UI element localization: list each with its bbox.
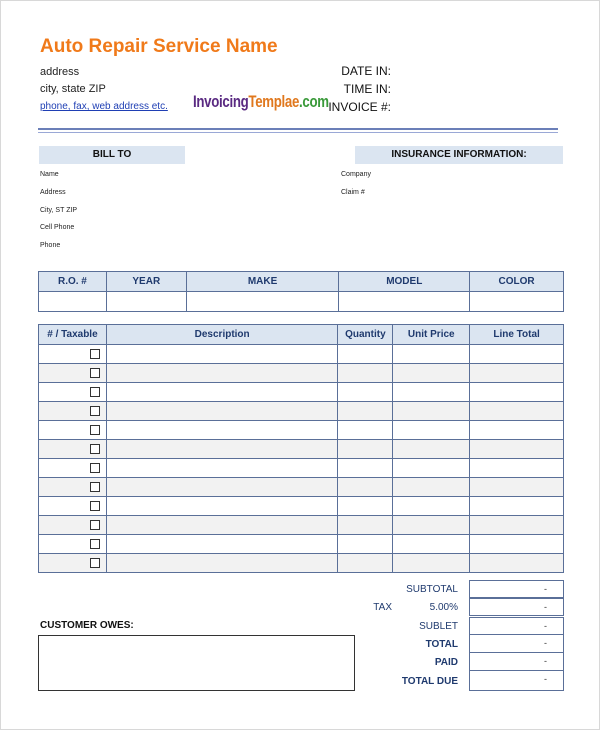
description-cell[interactable] <box>106 478 337 497</box>
line-total-cell[interactable] <box>470 478 564 497</box>
description-cell[interactable] <box>106 535 337 554</box>
table-row <box>39 516 564 535</box>
taxable-checkbox[interactable] <box>90 406 100 416</box>
model-cell[interactable] <box>339 292 470 312</box>
header-divider-secondary <box>38 132 558 133</box>
invoicing-template-logo <box>193 92 329 112</box>
taxable-checkbox[interactable] <box>90 558 100 568</box>
table-row <box>39 478 564 497</box>
line-total-cell[interactable] <box>470 383 564 402</box>
unit-price-cell[interactable] <box>393 459 470 478</box>
description-cell[interactable] <box>106 364 337 383</box>
quantity-cell[interactable] <box>338 345 393 364</box>
table-row <box>39 440 564 459</box>
sublet-label: SUBLET <box>419 621 458 632</box>
description-header: Description <box>106 325 337 345</box>
taxable-cell[interactable] <box>39 459 107 478</box>
unit-price-cell[interactable] <box>393 383 470 402</box>
total-label: TOTAL <box>425 639 458 650</box>
quantity-cell[interactable] <box>338 440 393 459</box>
sublet-value: - <box>469 617 564 635</box>
taxable-header: # / Taxable <box>39 325 107 345</box>
table-row <box>39 364 564 383</box>
unit-price-cell[interactable] <box>393 478 470 497</box>
taxable-checkbox[interactable] <box>90 482 100 492</box>
taxable-cell[interactable] <box>39 535 107 554</box>
insurance-company-label: Company <box>341 171 371 178</box>
bill-to-header: BILL TO <box>39 146 185 164</box>
taxable-cell[interactable] <box>39 345 107 364</box>
quantity-cell[interactable] <box>338 364 393 383</box>
logo-part-1: Invoicing <box>193 92 249 111</box>
taxable-checkbox[interactable] <box>90 444 100 454</box>
unit-price-cell[interactable] <box>393 535 470 554</box>
unit-price-cell[interactable] <box>393 497 470 516</box>
line-total-cell[interactable] <box>470 516 564 535</box>
line-total-cell[interactable] <box>470 554 564 573</box>
description-cell[interactable] <box>106 497 337 516</box>
description-cell[interactable] <box>106 554 337 573</box>
company-address: address <box>40 66 80 78</box>
bill-to-phone-label: Phone <box>40 242 61 249</box>
unit-price-cell[interactable] <box>393 516 470 535</box>
ro-number-cell[interactable] <box>39 292 107 312</box>
subtotal-label: SUBTOTAL <box>406 584 458 595</box>
customer-owes-title: CUSTOMER OWES: <box>40 620 134 631</box>
description-cell[interactable] <box>106 516 337 535</box>
taxable-checkbox[interactable] <box>90 539 100 549</box>
tax-rate[interactable]: 5.00% <box>429 602 458 613</box>
taxable-cell[interactable] <box>39 364 107 383</box>
unit-price-header: Unit Price <box>393 325 470 345</box>
line-total-cell[interactable] <box>470 345 564 364</box>
paid-value: - <box>469 653 564 671</box>
unit-price-cell[interactable] <box>393 402 470 421</box>
description-cell[interactable] <box>106 459 337 478</box>
line-total-cell[interactable] <box>470 402 564 421</box>
quantity-header: Quantity <box>338 325 393 345</box>
total-due-label: TOTAL DUE <box>401 676 458 687</box>
quantity-cell[interactable] <box>338 497 393 516</box>
make-header: MAKE <box>186 272 339 292</box>
make-cell[interactable] <box>186 292 339 312</box>
taxable-cell[interactable] <box>39 478 107 497</box>
date-in-label: DATE IN: <box>341 64 391 78</box>
taxable-cell[interactable] <box>39 554 107 573</box>
description-cell[interactable] <box>106 383 337 402</box>
company-contact-link[interactable]: phone, fax, web address etc. <box>40 101 168 112</box>
line-total-cell[interactable] <box>470 421 564 440</box>
unit-price-cell[interactable] <box>393 440 470 459</box>
bill-to-address-label: Address <box>40 189 66 196</box>
quantity-cell[interactable] <box>338 535 393 554</box>
color-header: COLOR <box>470 272 564 292</box>
taxable-checkbox[interactable] <box>90 425 100 435</box>
quantity-cell[interactable] <box>338 554 393 573</box>
table-row <box>39 554 564 573</box>
taxable-checkbox[interactable] <box>90 349 100 359</box>
quantity-cell[interactable] <box>338 516 393 535</box>
table-row <box>39 345 564 364</box>
tax-value: - <box>469 598 564 616</box>
taxable-checkbox[interactable] <box>90 387 100 397</box>
year-header: YEAR <box>106 272 186 292</box>
quantity-cell[interactable] <box>338 421 393 440</box>
model-header: MODEL <box>339 272 470 292</box>
line-items-table <box>38 324 564 573</box>
line-total-cell[interactable] <box>470 364 564 383</box>
taxable-cell[interactable] <box>39 440 107 459</box>
table-row <box>39 402 564 421</box>
bill-to-city-label: City, ST ZIP <box>40 207 78 214</box>
taxable-checkbox[interactable] <box>90 368 100 378</box>
table-row <box>39 535 564 554</box>
table-row <box>39 383 564 402</box>
quantity-cell[interactable] <box>338 383 393 402</box>
quantity-cell[interactable] <box>338 402 393 421</box>
line-total-cell[interactable] <box>470 440 564 459</box>
taxable-cell[interactable] <box>39 497 107 516</box>
taxable-cell[interactable] <box>39 421 107 440</box>
bill-to-cell-phone-label: Cell Phone <box>40 224 75 231</box>
unit-price-cell[interactable] <box>393 364 470 383</box>
line-total-cell[interactable] <box>470 497 564 516</box>
ro-number-header: R.O. # <box>39 272 107 292</box>
taxable-checkbox[interactable] <box>90 463 100 473</box>
header-divider <box>38 128 558 130</box>
bill-to-name-label: Name <box>40 171 59 178</box>
taxable-cell[interactable] <box>39 402 107 421</box>
unit-price-cell[interactable] <box>393 345 470 364</box>
line-total-header: Line Total <box>470 325 564 345</box>
tax-label: TAX <box>373 602 392 613</box>
color-cell[interactable] <box>470 292 564 312</box>
vehicle-table <box>38 271 564 312</box>
insurance-claim-label: Claim # <box>341 189 365 196</box>
line-total-cell[interactable] <box>470 535 564 554</box>
taxable-checkbox[interactable] <box>90 520 100 530</box>
table-row <box>39 421 564 440</box>
taxable-cell[interactable] <box>39 516 107 535</box>
total-value: - <box>469 635 564 653</box>
quantity-cell[interactable] <box>338 478 393 497</box>
description-cell[interactable] <box>106 345 337 364</box>
quantity-cell[interactable] <box>338 459 393 478</box>
company-name: Auto Repair Service Name <box>40 36 278 57</box>
year-cell[interactable] <box>106 292 186 312</box>
insurance-header: INSURANCE INFORMATION: <box>355 146 563 164</box>
logo-part-3: .com <box>299 92 329 111</box>
logo-part-2: Templae <box>248 92 300 111</box>
total-due-value: - <box>469 671 564 691</box>
table-row <box>39 497 564 516</box>
unit-price-cell[interactable] <box>393 421 470 440</box>
unit-price-cell[interactable] <box>393 554 470 573</box>
taxable-cell[interactable] <box>39 383 107 402</box>
description-cell[interactable] <box>106 440 337 459</box>
paid-label: PAID <box>434 657 458 668</box>
table-row <box>39 459 564 478</box>
time-in-label: TIME IN: <box>343 82 391 96</box>
description-cell[interactable] <box>106 402 337 421</box>
company-city-state-zip: city, state ZIP <box>40 83 106 95</box>
line-total-cell[interactable] <box>470 459 564 478</box>
subtotal-value: - <box>469 580 564 598</box>
customer-owes-box[interactable] <box>38 635 355 691</box>
taxable-checkbox[interactable] <box>90 501 100 511</box>
invoice-number-label: INVOICE #: <box>328 100 391 114</box>
description-cell[interactable] <box>106 421 337 440</box>
